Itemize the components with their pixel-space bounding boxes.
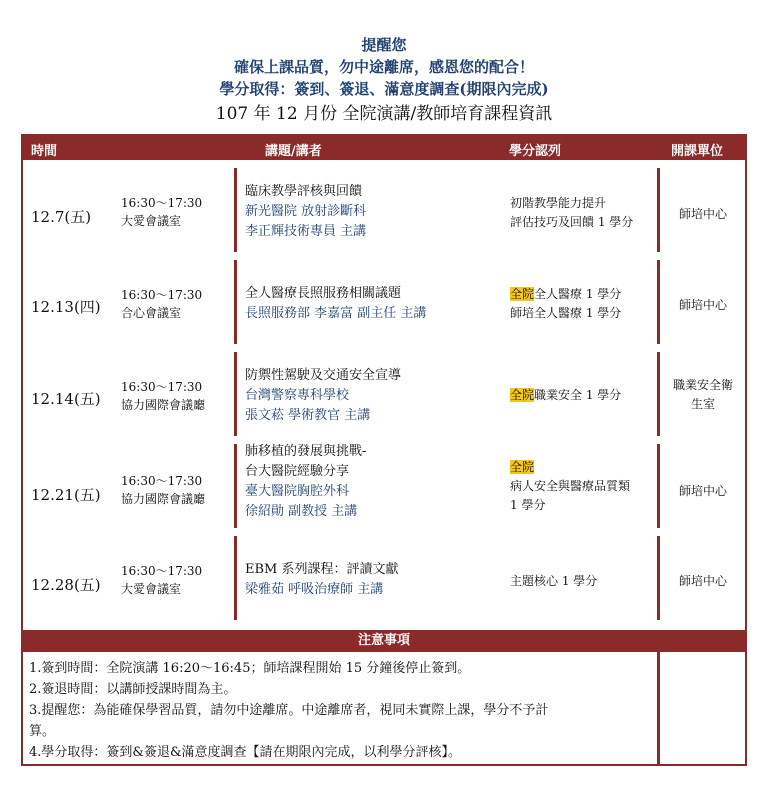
highlight-badge: 全院 <box>510 460 535 474</box>
notice-item: 4.學分取得：簽到&簽退&滿意度調查【請在期限內完成，以利學分評核】。 <box>29 745 462 760</box>
col-credit: 學分認列 <box>509 144 562 159</box>
row-topic: 全人醫療長照服務相關議題 長照服務部 李嘉富 副主任 主講 <box>245 286 427 321</box>
highlight-badge: 全院 <box>510 388 535 402</box>
notice-item: 算。 <box>29 724 56 739</box>
divider <box>657 444 660 528</box>
row-unit: 師培中心 <box>678 298 727 312</box>
divider <box>234 444 237 528</box>
credit-rule: 學分取得：簽到、簽退、滿意度調查(期限內完成) <box>219 80 549 98</box>
notice-item: 2.簽退時間：以講師授課時間為主。 <box>29 682 237 697</box>
highlight-badge: 全院 <box>510 287 535 301</box>
row-credit: 初階教學能力提升 評估技巧及回饋 1 學分 <box>510 196 634 229</box>
row-unit: 師培中心 <box>678 484 727 498</box>
row-credit: 全院全人醫療 1 學分 師培全人醫療 1 學分 <box>510 287 622 320</box>
col-unit: 開課單位 <box>671 144 724 159</box>
notice-item: 3.提醒您：為能確保學習品質，請勿中途離席。中途離席者，視同未實際上課，學分不予計 <box>29 703 549 718</box>
reminder-title: 提醒您 <box>361 36 407 54</box>
divider <box>657 260 660 344</box>
divider <box>657 352 660 436</box>
row-topic: 防禦性駕駛及交通安全宣導 台灣警察專科學校 張文菘 學術教官 主講 <box>245 368 402 423</box>
row-time-place: 16:30～17:30 大愛會議室 <box>121 196 203 228</box>
page-title: 107 年 12 月份 全院演講/教師培育課程資訊 <box>215 104 553 124</box>
notice-list <box>29 658 639 763</box>
divider <box>234 168 237 252</box>
divider <box>234 536 237 620</box>
row-date: 12.14(五) <box>31 390 101 408</box>
table-header <box>23 136 745 160</box>
schedule-table <box>21 134 747 766</box>
row-credit: 全院 病人安全與醫療品質類 1 學分 <box>510 460 631 512</box>
row-time-place: 16:30～17:30 協力國際會議廳 <box>121 474 206 506</box>
row-unit: 職業安全衛 生室 <box>672 378 733 411</box>
row-date: 12.28(五) <box>31 576 101 594</box>
divider <box>234 352 237 436</box>
row-topic: EBM 系列課程：評讀文獻 梁雅茹 呼吸治療師 主講 <box>245 562 399 597</box>
row-date: 12.7(五) <box>31 208 92 226</box>
row-credit: 主題核心 1 學分 <box>510 574 598 588</box>
row-unit: 師培中心 <box>678 207 727 221</box>
row-credit: 全院職業安全 1 學分 <box>510 388 622 402</box>
row-topic: 肺移植的發展與挑戰- 台大醫院經驗分享 臺大醫院胸腔外科 徐紹勛 副教授 主講 <box>245 444 367 519</box>
row-date: 12.13(四) <box>31 298 101 316</box>
divider <box>657 168 660 252</box>
divider <box>657 652 660 764</box>
row-time-place: 16:30～17:30 大愛會議室 <box>121 564 203 596</box>
row-unit: 師培中心 <box>678 574 727 588</box>
row-topic: 臨床教學評核與回饋 新光醫院 放射診斷科 李正輝技術專員 主講 <box>245 184 367 239</box>
row-time-place: 16:30～17:30 合心會議室 <box>121 288 203 320</box>
notice-header: 注意事項 <box>23 630 745 652</box>
page-header <box>0 34 768 126</box>
col-time: 時間 <box>31 144 58 159</box>
divider <box>234 260 237 344</box>
row-date: 12.21(五) <box>31 486 101 504</box>
col-topic: 講題/講者 <box>265 144 322 159</box>
notice-item: 1.簽到時間：全院演講 16:20～16:45；師培課程開始 15 分鐘後停止簽到。 <box>29 661 471 676</box>
reminder-text: 確保上課品質，勿中途離席，感恩您的配合！ <box>233 58 534 76</box>
row-time-place: 16:30～17:30 協力國際會議廳 <box>121 380 206 412</box>
divider <box>657 536 660 620</box>
